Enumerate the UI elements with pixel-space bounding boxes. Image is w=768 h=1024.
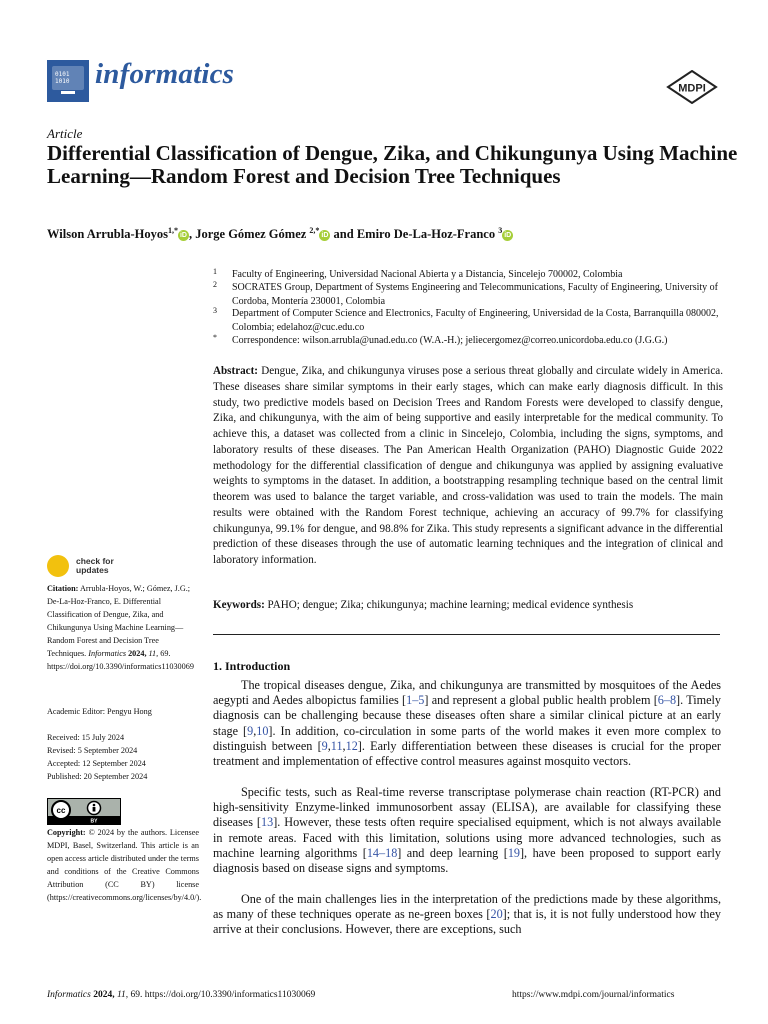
svg-text:0101: 0101 (55, 71, 70, 78)
paragraph-text: ]. However, these tests often require specialised equipment, which is not always available in remote areas. Faced with this limitation, solutions using more advanced technologies, such as machine learning algorithms [ (213, 815, 721, 860)
citation-ref-link[interactable]: 12 (345, 738, 358, 753)
citation-ref-link[interactable]: 9 (247, 723, 254, 738)
orcid-icon[interactable]: iD (179, 232, 187, 240)
paragraph-text: One of the main challenges lies in the interpretation of the predictions made by these algorithms, as many of these techniques operate as ne-green boxes [ (213, 892, 721, 922)
publication-dates (47, 731, 199, 783)
citation-label: Citation: (47, 584, 79, 593)
footer-doi-link[interactable]: 69. https://doi.org/10.3390/informatics11030069 (130, 990, 316, 1000)
article-title: Differential Classification of Dengue, Zika, and Chikungunya Using Machine Learning—Random Forest and Decision Tree Techniques (47, 141, 738, 188)
citation-text: Arrubla-Hoyos, W.; Gómez, J.G.; De-La-Hoz-Franco, E. Differential Classification of Dengue, Zika, and Chikungunya Using Machine Learning—Random Forest and Decision Tree Techniques. (47, 584, 191, 658)
affiliation-text: Correspondence: wilson.arrubla@unad.edu.co (W.A.-H.); jeliecergomez@correo.unicordoba.edu.co (J.G.G.) (232, 335, 668, 346)
journal-logo (47, 60, 89, 102)
section-heading: 1. Introduction (213, 659, 291, 673)
orcid-icon[interactable]: iD (321, 232, 329, 240)
abstract (213, 364, 723, 569)
paragraph-text: The tropical diseases dengue, Zika, and chikungunya are transmitted by mosquitoes of the Aedes aegypti and Aedes albopictus families [ (213, 678, 721, 708)
intro-paragraph-1 (213, 678, 721, 769)
affiliation-2 (213, 281, 723, 308)
paragraph-text: , (327, 738, 331, 753)
author-name[interactable]: Jorge Gómez Gómez (195, 227, 307, 242)
affiliation-number: * (213, 333, 217, 342)
citation-volume: 11, (148, 649, 159, 658)
citation-ref-link[interactable]: 1–5 (406, 693, 425, 708)
orcid-icon[interactable]: iD (504, 232, 512, 240)
citation (47, 582, 199, 673)
footer-volume: 11, (116, 990, 129, 1000)
abstract-label: Abstract: (213, 365, 258, 377)
affiliation-3 (213, 307, 723, 334)
paragraph-text: ]. In addition, co-circulation in some parts of the world makes it even more complex to distinguish between [ (213, 723, 721, 753)
check-for-updates-button[interactable] (47, 555, 114, 577)
paragraph-text: , (253, 723, 257, 738)
citation-ref-link[interactable]: 11 (330, 738, 343, 753)
author-separator: and (330, 227, 357, 242)
academic-editor: Academic Editor: Pengyu Hong (47, 707, 152, 716)
svg-text:BY: BY (90, 818, 98, 824)
footer-journal: Informatics (47, 990, 91, 1000)
author-name[interactable]: Wilson Arrubla-Hoyos (47, 227, 168, 242)
svg-text:1010: 1010 (55, 78, 70, 85)
citation-ref-link[interactable]: 6–8 (657, 693, 677, 708)
paragraph-text: ] and deep learning [ (397, 845, 508, 860)
keywords (213, 599, 723, 611)
affiliation-1 (213, 268, 723, 282)
author-name[interactable]: Emiro De-La-Hoz-Franco (356, 227, 496, 242)
affiliation-number: 1 (213, 267, 217, 276)
check-updates-icon (47, 555, 69, 577)
affiliation-text: SOCRATES Group, Department of Systems Engineering and Telecommunications, Faculty of Engineering, University of Cordoba, Montería 230001, Colombia (232, 282, 718, 307)
paragraph-text: ]; that is, it is not fully understood how they arrive at their conclusions. However, there are exceptions, such (213, 907, 721, 937)
author-list (47, 226, 513, 242)
keywords-label: Keywords: (213, 599, 265, 611)
citation-journal: Informatics (88, 649, 127, 658)
intro-paragraph-2 (213, 785, 721, 876)
citation-ref-link[interactable]: 19 (507, 845, 520, 860)
copyright (47, 826, 202, 904)
citation-ref-link[interactable]: 14–18 (366, 845, 398, 860)
paragraph-text: , (342, 738, 346, 753)
svg-text:cc: cc (56, 806, 66, 815)
citation-year: 2024, (128, 649, 147, 658)
citation-ref-link[interactable]: 20 (490, 907, 503, 922)
copyright-label: Copyright: (47, 828, 86, 837)
copyright-text: © 2024 by the authors. Licensee MDPI, Basel, Switzerland. This article is an open access article distributed under the terms and conditions of the Creative Commons Attribution (CC BY) license (https://creativecommons.org/licenses/by/4.0/). (47, 828, 202, 902)
paragraph-text: Specific tests, such as Real-time reverse transcriptase polymerase chain reaction (RT-PCR) and high-sensitivity Enzyme-linked immunosorbent assay (ELISA), are available for classifying these diseases [ (213, 785, 721, 830)
intro-paragraph-3 (213, 892, 721, 938)
paragraph-text: ]. Timely diagnosis can be challenging because these diseases often share a similar clinical picture at an early stage [ (213, 693, 721, 738)
author-separator: , (188, 227, 196, 242)
keywords-text: PAHO; dengue; Zika; chikungunya; machine learning; medical evidence synthesis (267, 599, 634, 611)
author-superscript: 1,* (167, 226, 178, 235)
paragraph-text: ]. Early differentiation between these diseases is crucial for the proper treatment and implementation of effective control measures against mosquito vectors. (213, 738, 721, 769)
article-type: Article (47, 126, 83, 141)
date-accepted: Accepted: 12 September 2024 (47, 759, 146, 768)
footer-citation (47, 990, 315, 1000)
date-received: Received: 15 July 2024 (47, 733, 125, 742)
abstract-text: Dengue, Zika, and chikungunya viruses pose a serious threat globally and circulate widely in America. These diseases share similar symptoms in their early stages, which can make early diagnosis difficult. In this study, two predictive models based on Decision Trees and Random Forests were developed to classify dengue, Zika, and chikungunya, with the aim of being supportive and easily interpretable for the medical community. To achieve this, a dataset was collected from a clinic in Sincelejo, Colombia, including the signs, symptoms, and laboratory results of these diseases. The Pan American Health Organization (PAHO) Diagnostic Guide 2022 methodology for the differential classification of dengue and chikungunya was applied by assigning evaluative weights to symptoms in the dataset. In addition, a bootstrapping resampling technique based on the central limit theorem was used to balance the target variable, and cross-validation was used to train the models. The main results were obtained with the Random Forest technique, achieving an accuracy of 99.7% for classifying chikungunya, 99.1% for dengue, and 98.8% for Zika. This study represents a significant advance in the differential prediction of these diseases through the use of automatic learning techniques and the integration of clinical and laboratory information. (213, 365, 723, 566)
citation-ref-link[interactable]: 10 (256, 723, 269, 738)
author-superscript: 2,* (309, 226, 320, 235)
affiliation-number: 2 (213, 280, 217, 289)
journal-name[interactable]: informatics (95, 58, 235, 90)
author-superscript: 3 (498, 226, 503, 235)
affiliation-text: Faculty of Engineering, Universidad Nacional Abierta y a Distancia, Sincelejo 700002, Colombia (232, 269, 623, 280)
mdpi-logo[interactable] (666, 70, 718, 104)
footer-journal-url[interactable]: https://www.mdpi.com/journal/informatics (512, 990, 675, 1000)
check-updates-line: check for (76, 556, 114, 566)
divider (213, 634, 720, 635)
paragraph-text: ], have been proposed to support early diagnosis based on disease signs and symptoms. (213, 845, 722, 876)
cc-by-license-badge[interactable] (47, 798, 121, 825)
footer-year: 2024, (93, 990, 115, 1000)
affiliation-text: Department of Computer Science and Electronics, Faculty of Engineering, Universidad de la Costa, Barranquilla 080002, Colombia; edelahoz@cuc.edu.co (232, 308, 719, 333)
citation-ref-link[interactable]: 9 (321, 738, 328, 753)
citation-ref-link[interactable]: 13 (261, 815, 274, 830)
correspondence (213, 334, 723, 348)
date-revised: Revised: 5 September 2024 (47, 746, 138, 755)
check-updates-line: updates (76, 565, 109, 575)
affiliation-number: 3 (213, 306, 217, 315)
citation-doi-link[interactable]: 69. https://doi.org/10.3390/informatics11030069 (47, 649, 194, 671)
svg-text:MDPI: MDPI (678, 82, 706, 95)
paragraph-text: ] and represent a global public health problem [ (424, 693, 658, 708)
date-published: Published: 20 September 2024 (47, 772, 148, 781)
